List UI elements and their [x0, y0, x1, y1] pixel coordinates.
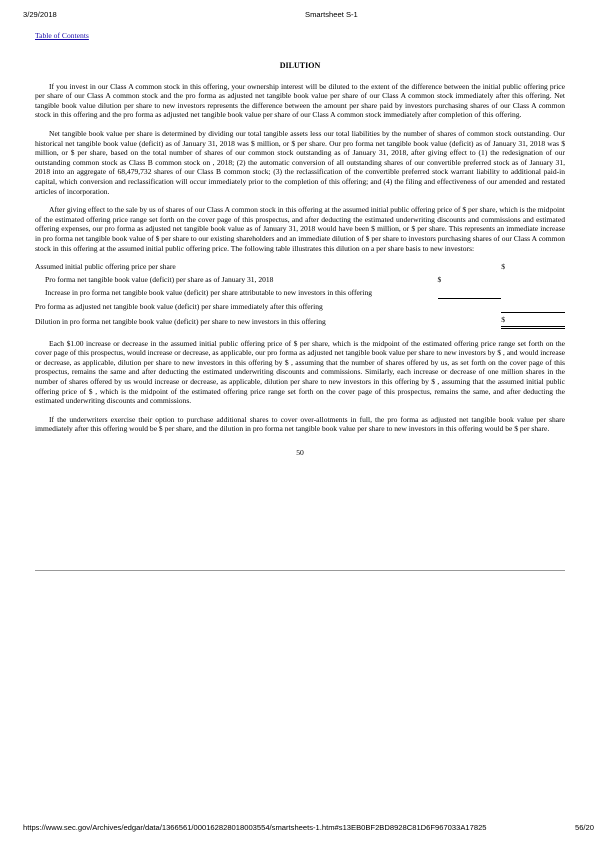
table-row-label: Pro forma net tangible book value (deficit) per share as of January 31, 2018 — [45, 274, 274, 284]
section-heading: DILUTION — [279, 61, 321, 70]
table-row — [35, 312, 565, 327]
page-divider — [35, 570, 565, 571]
page-number: 50 — [296, 447, 304, 457]
table-row-label: Increase in pro forma net tangible book value (deficit) per share attributable to new investors in this offering — [45, 288, 372, 297]
header-date: 3/29/2018 — [23, 10, 57, 19]
table-cell-col1: $ — [437, 274, 442, 284]
table-cell-col2 — [501, 285, 565, 299]
table-row-label: Assumed initial public offering price per share — [35, 261, 176, 271]
table-of-contents-link[interactable]: Table of Contents — [35, 31, 89, 40]
footer-url: https://www.sec.gov/Archives/edgar/data/1366561/000162828018003554/smartsheets-1.htm#s13EB0BF2BD8928C81D6F967033A17825 — [23, 823, 487, 832]
table-cell-col2: $ — [501, 261, 506, 271]
paragraph-over-allotment: If the underwriters exercise their option to purchase additional shares to cover over-allotments in full, the pro forma as adjusted net tangible book value per share immediately after this offering would be $ per share, and the dilution in pro forma net tangible book value per share to new investors in this offering would be $ per share. — [35, 414, 565, 434]
table-cell-col1 — [438, 312, 502, 327]
paragraph-price-sensitivity: Each $1.00 increase or decrease in the assumed initial public offering price of $ per share, which is the midpoint of the estimated offering price range set forth on the cover page of this prospectus, would increase or decrease, as applicable, our pro forma as adjusted net tangible book value per share to new investors by $ , and would increase or decrease, as applicable, dilution per share to new investors in this offering by $ , assuming that the number of shares offered by us, as set forth on the cover page of this prospectus, remains the same and after deducting the estimated underwriting discounts and commissions. Similarly, each increase or decrease of one million shares in the number of shares offered by us would increase or decrease, as applicable, dilution per share to new investors in this offering by $ , assuming that the assumed initial public offering price of $ , which is the midpoint of the estimated offering price range set forth on the cover page of this prospectus, remains the same, and after deducting the estimated underwriting discounts and commissions. — [35, 338, 565, 406]
paragraph-after-offering — [35, 205, 565, 253]
paragraph-net-tangible-book-value: Net tangible book value per share is determined by dividing our total tangible assets less our total liabilities by the number of shares of common stock outstanding. Our historical net tangible book value (deficit) as of January 31, 2018 was $ million, or $ per share. Our pro forma net tangible book value (deficit) as of January 31, 2018 was $ million, or $ per share, based on the total number of shares of our common stock outstanding as of January 31, 2018, after giving effect to (1) the redesignation of our outstanding common stock as Class B common stock on , 2018; (2) the automatic conversion of all outstanding shares of our convertible preferred stock as of January 31, 2018 into an aggregate of 68,479,732 shares of our Class B common stock; (3) the reclassification of the convertible preferred stock warrant liability to additional paid-in capital, which conversion and reclassification will occur immediately prior to the completion of this offering; and (4) the filing and effectiveness of our amended and restated articles of incorporation. — [35, 128, 565, 196]
paragraph-after-offering-text: After giving effect to the sale by us of shares of our Class A common stock in this offering at the assumed initial public offering price of $ per share, which is the midpoint of the estimated offering price range set forth on the cover page of this prospectus, and after deducting the estimated underwriting discounts and commissions and estimated offering expenses, our pro forma as adjusted net tangible book value as of January 31, 2018 would have been $ million, or $ per share. This represents an immediate increase in pro forma net tangible book value of $ per share to our existing shareholders and an immediate dilution of $ per share to investors purchasing shares of our Class A common stock in this offering at the assumed initial public offering price. The following table illustrates this dilution on a per share basis to new investors: — [35, 205, 565, 253]
table-row — [35, 272, 565, 285]
table-row-label: Dilution in pro forma net tangible book value (deficit) per share to new investors in this offering — [35, 316, 326, 326]
table-row — [35, 259, 565, 272]
table-cell-col1 — [438, 299, 502, 313]
table-row — [35, 285, 565, 299]
table-row-label: Pro forma as adjusted net tangible book value (deficit) per share immediately after this offering — [35, 301, 323, 311]
footer-page-count: 56/20 — [574, 823, 594, 832]
table-cell-col2: $ — [501, 312, 565, 327]
document-body — [35, 61, 565, 458]
paragraph-dilution-intro: If you invest in our Class A common stock in this offering, your ownership interest will be diluted to the extent of the difference between the initial public offering price per share of our Class A common stock and the pro forma as adjusted net tangible book value per share of our Class A common stock immediately after this offering. Net tangible book value dilution per share to new investors represents the difference between the amount per share paid by investors purchasing shares of our Class A common stock in this offering and the pro forma as adjusted net tangible book value per share of our Class A common stock immediately after completion of this offering. — [35, 81, 565, 120]
table-cell-col2 — [501, 272, 565, 285]
dilution-table — [35, 259, 565, 329]
table-cell-col1 — [438, 259, 502, 272]
header-title: Smartsheet S-1 — [305, 10, 358, 19]
table-cell-col1 — [438, 285, 502, 299]
table-row — [35, 299, 565, 313]
table-cell-col2 — [501, 299, 565, 313]
